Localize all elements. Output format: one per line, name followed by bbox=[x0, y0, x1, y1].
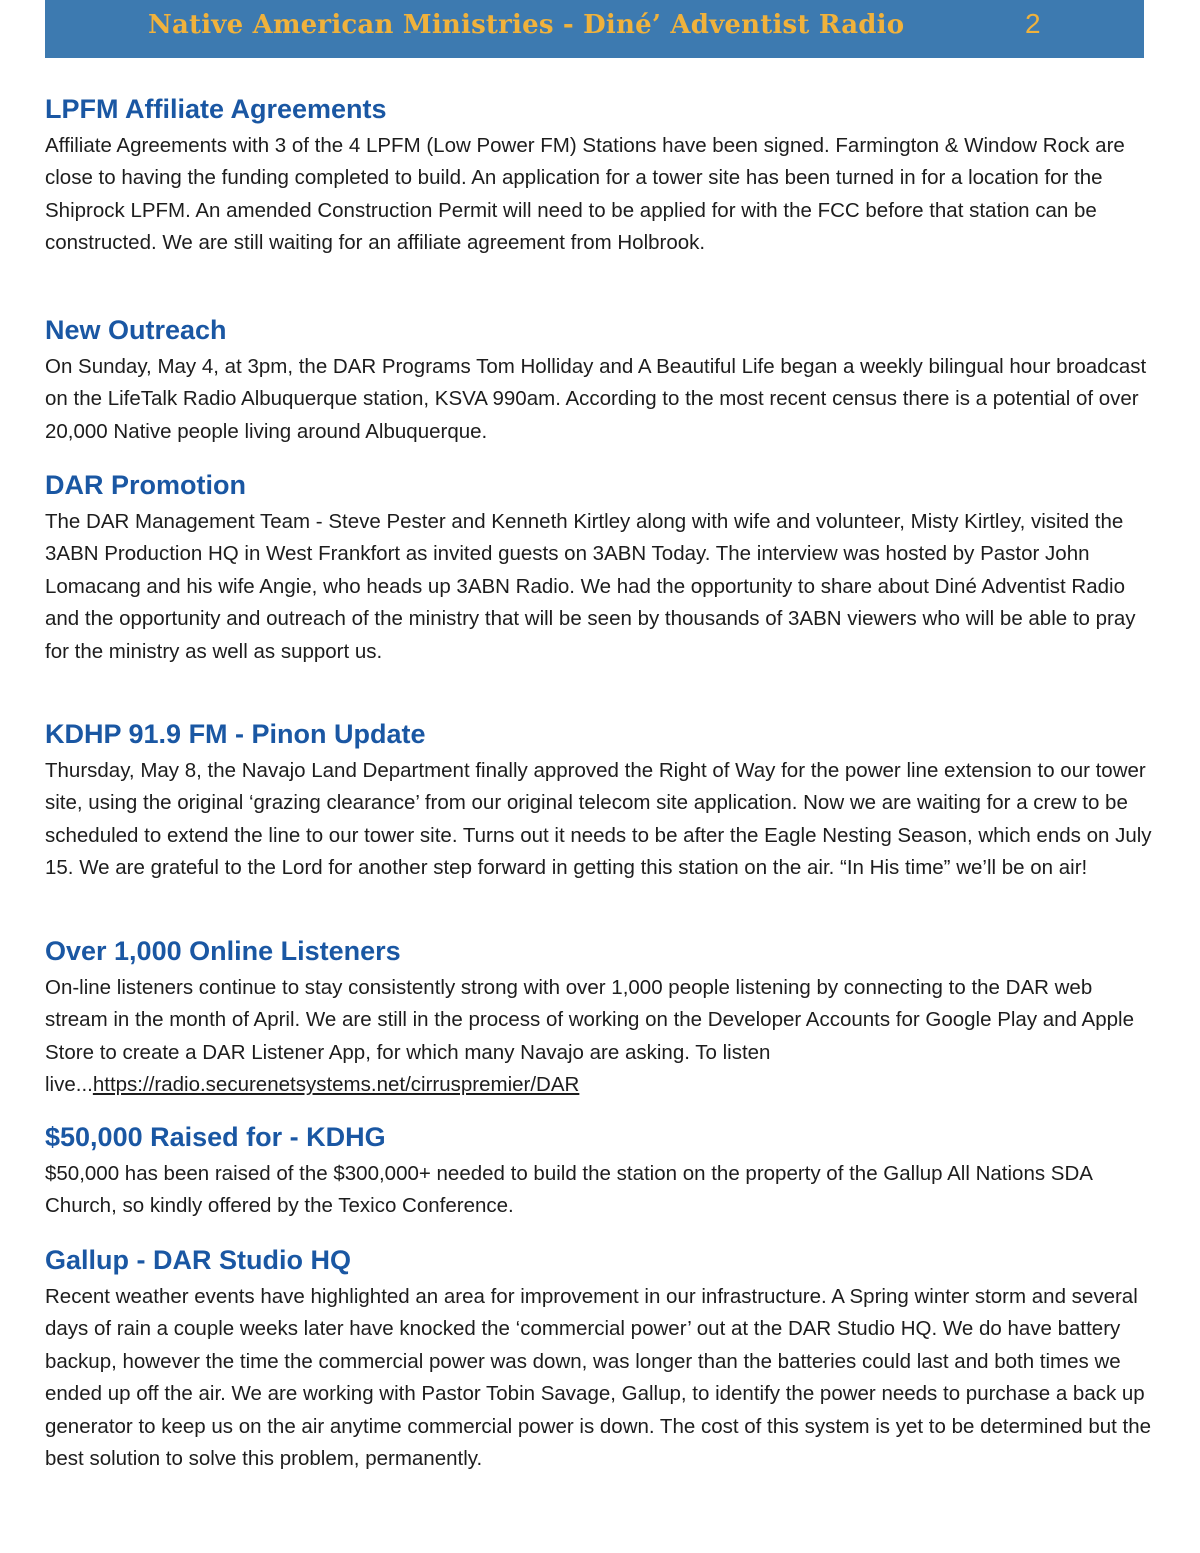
section-heading: Gallup - DAR Studio HQ bbox=[45, 1245, 351, 1275]
section-body: Thursday, May 8, the Navajo Land Department finally approved the Right of Way for the power line extension to our tower site, using the original ‘grazing clearance’ from our original telecom site application. Now we are waiting for a crew to be scheduled to extend the line to our tower site. Turns out it needs to be after the Eagle Nesting Season, which ends on July 15. We are grateful to the Lord for another step forward in getting this station on the air. “In His time” we’ll be on air! bbox=[45, 759, 1152, 880]
section-kdhp-pinon-update bbox=[45, 717, 1155, 885]
section-body: Affiliate Agreements with 3 of the 4 LPFM (Low Power FM) Stations have been signed. Farmington & Window Rock are close to having the funding completed to build. An application for a tower site has been turned in for a location for the Shiprock LPFM. An amended Construction Permit will need to be applied for with the FCC before that station can be constructed. We are still waiting for an affiliate agreement from Holbrook. bbox=[45, 134, 1125, 255]
section-body: $50,000 has been raised of the $300,000+ needed to build the station on the property of the Gallup All Nations SDA Church, so kindly offered by the Texico Conference. bbox=[45, 1162, 1092, 1218]
section-heading: KDHP 91.9 FM - Pinon Update bbox=[45, 719, 426, 749]
section-kdhg-fundraising bbox=[45, 1120, 1155, 1223]
section-dar-promotion bbox=[45, 468, 1155, 668]
section-heading: LPFM Affiliate Agreements bbox=[45, 94, 387, 124]
section-heading: DAR Promotion bbox=[45, 470, 246, 500]
section-heading: $50,000 Raised for - KDHG bbox=[45, 1122, 386, 1152]
header-bar bbox=[45, 0, 1144, 58]
section-online-listeners bbox=[45, 934, 1155, 1102]
page-number: 2 bbox=[1025, 8, 1041, 39]
section-body bbox=[45, 972, 1155, 1102]
section-gallup-studio-hq bbox=[45, 1243, 1155, 1475]
section-body: The DAR Management Team - Steve Pester and Kenneth Kirtley along with wife and volunteer, Misty Kirtley, visited the 3ABN Production HQ in West Frankfort as invited guests on 3ABN Today. The interview was hosted by Pastor John Lomacang and his wife Angie, who heads up 3ABN Radio. We had the opportunity to share about Diné Adventist Radio and the opportunity and outreach of the ministry that will be seen by thousands of 3ABN viewers who will be able to pray for the ministry as well as support us. bbox=[45, 510, 1136, 663]
section-body: On Sunday, May 4, at 3pm, the DAR Programs Tom Holliday and A Beautiful Life began a weekly bilingual hour broadcast on the LifeTalk Radio Albuquerque station, KSVA 990am. According to the most recent census there is a potential of over 20,000 Native people living around Albuquerque. bbox=[45, 355, 1147, 443]
section-heading: Over 1,000 Online Listeners bbox=[45, 936, 401, 966]
listen-live-link[interactable]: https://radio.securenetsystems.net/cirruspremier/DAR bbox=[92, 1073, 580, 1097]
section-new-outreach bbox=[45, 313, 1155, 448]
section-heading: New Outreach bbox=[45, 315, 227, 345]
section-body-text: On-line listeners continue to stay consistently strong with over 1,000 people listening by connecting to the DAR web stream in the month of April. We are still in the process of working on the Developer Accounts for Google Play and Apple Store to create a DAR Listener App, for which many Navajo are asking. To listen live... bbox=[45, 976, 1134, 1097]
section-lpfm-affiliate-agreements bbox=[45, 92, 1155, 260]
newsletter-title: Native American Ministries - Diné’ Adventist Radio bbox=[148, 10, 905, 40]
section-body: Recent weather events have highlighted an area for improvement in our infrastructure. A Spring winter storm and several days of rain a couple weeks later have knocked the ‘commercial power’ out at the DAR Studio HQ. We do have battery backup, however the time the commercial power was down, was longer than the batteries could last and both times we ended up off the air. We are working with Pastor Tobin Savage, Gallup, to identify the power needs to purchase a back up generator to keep us on the air anytime commercial power is down. The cost of this system is yet to be determined but the best solution to solve this problem, permanently. bbox=[45, 1285, 1152, 1471]
